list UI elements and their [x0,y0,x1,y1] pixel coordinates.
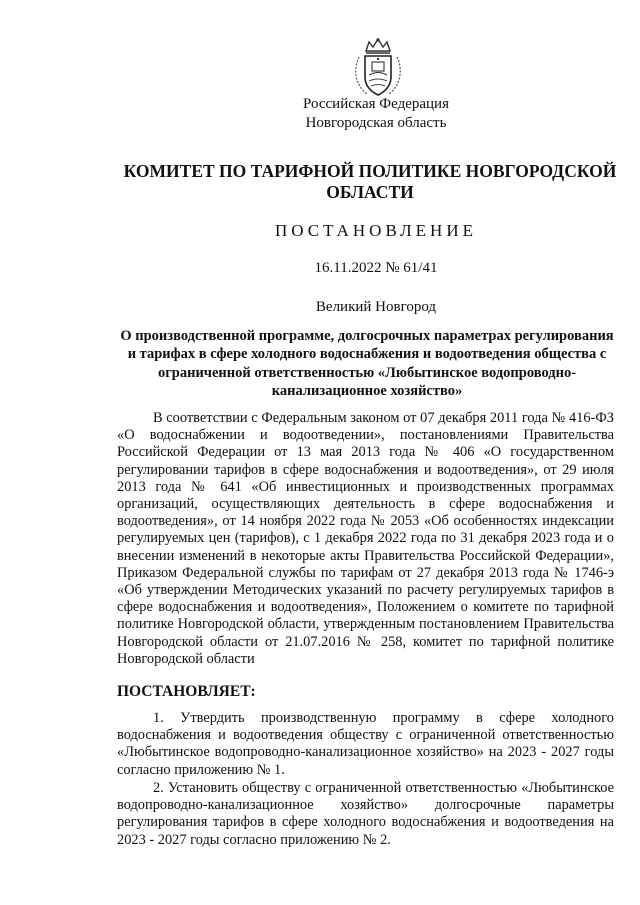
document-date-number: 16.11.2022 № 61/41 [314,260,438,276]
decree-item-2: 2. Установить обществу с ограниченной ответственностью «Любытинское водопроводно-канализационное хозяйство» долгосрочные параметры регулирования тарифов в сфере холодного водоснабжения и водоотведения на 2023 - 2027 годы согласно приложению № 2. [117,780,614,848]
country-name: Российская Федерация [303,96,449,112]
decree-word: ПОСТАНОВЛЯЕТ: [117,683,256,700]
decree-item-1: 1. Утвердить производственную программу в сфере холодного водоснабжения и водоотведения обществу с ограниченной ответственностью «Любытинское водопроводно-канализационное хозяйство» на 2023 - 2027 годы согласно приложению № 1. [117,710,614,778]
document-subject: О производственной программе, долгосрочных параметрах регулирования и тарифах в сфере холодного водоснабжения и водоотведения общества с ограниченной ответственностью «Любытинское водопроводно-канализационное хозяйство» [120,328,614,400]
document-type: ПОСТАНОВЛЕНИЕ [274,221,477,240]
novgorod-coat-of-arms-icon [349,37,407,99]
region-name: Новгородская область [305,115,447,131]
document-place: Великий Новгород [315,299,437,315]
committee-title: КОМИТЕТ ПО ТАРИФНОЙ ПОЛИТИКЕ НОВГОРОДСКОЙ ОБЛАСТИ [123,161,617,202]
preamble-paragraph: В соответствии с Федеральным законом от 07 декабря 2011 года № 416-ФЗ «О водоснабжении и водоотведении», постановлениями Правительства Российской Федерации от 13 мая 2013 года № 406 «О государственном регулировании тарифов в сфере водоснабжения и водоотведения», от 29 июля 2013 года № 641 «Об инвестиционных и производственных программах организаций, осуществляющих деятельность в сфере водоснабжения и водоотведения», от 14 ноября 2022 года № 2053 «Об особенностях индексации регулируемых цен (тарифов), с 1 декабря 2022 года по 31 декабря 2023 года и о внесении изменений в некоторые акты Правительства Российской Федерации», Приказом Федеральной службы по тарифам от 27 декабря 2013 года № 1746-э «Об утверждении Методических указаний по расчету регулируемых тарифов в сфере водоснабжения и водоотведения», Положением о комитете по тарифной политике Новгородской области, утвержденным постановлением Правительства Новгородской области от 21.07.2016 № 258, комитет по тарифной политике Новгородской области [117,410,614,667]
